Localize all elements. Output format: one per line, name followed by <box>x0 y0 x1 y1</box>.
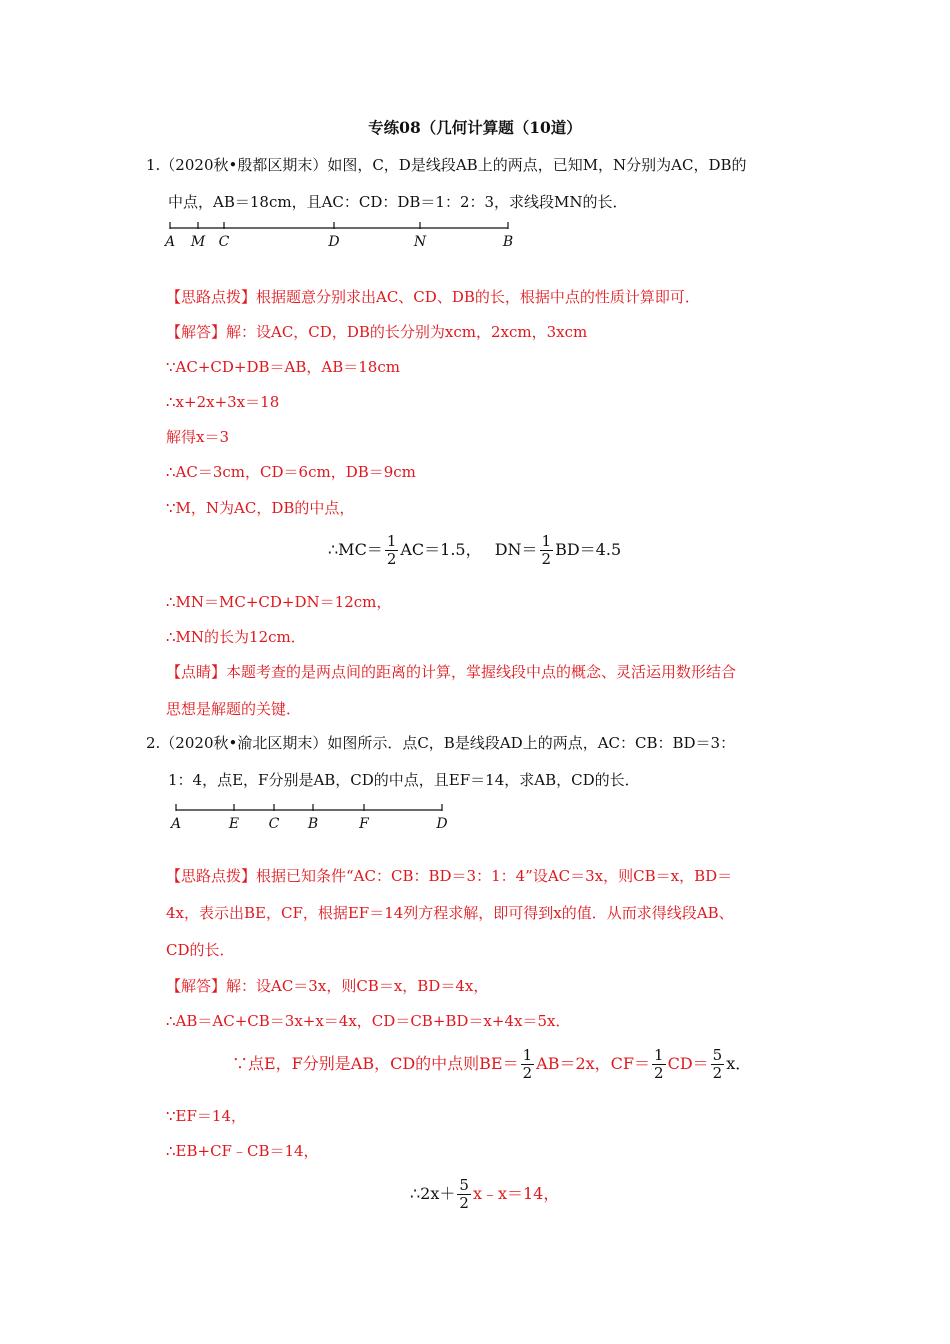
q2-eq1-part-b: AB＝2x，CF＝ <box>536 1054 651 1073</box>
q2-frac4-den: 2 <box>459 1194 469 1212</box>
q1-segment-figure <box>160 218 520 252</box>
q1-eq-part-d: BD＝4.5 <box>555 540 622 559</box>
q1-solution-1: 【解答】解：设AC，CD，DB的长分别为xcm，2xcm，3xcm <box>166 323 588 341</box>
q1-solution-2: ∵AC+CD+DB＝AB，AB＝18cm <box>166 358 400 376</box>
q2-label-f: F <box>359 816 369 832</box>
q2-eq2-part-a: ∴2x＋ <box>410 1184 456 1203</box>
q1-label-d: D <box>328 234 340 250</box>
q1-frac1-num: 1 <box>386 532 397 550</box>
q2-fraction-3 <box>711 1047 725 1082</box>
q1-frac1-den: 2 <box>386 550 397 568</box>
q2-hint-2: 4x，表示出BE，CF，根据EF＝14列方程求解，即可得到x的值．从而求得线段AB、 <box>166 904 734 922</box>
q1-label-b: B <box>502 234 514 250</box>
q2-label-e: E <box>228 816 240 832</box>
q1-hint: 【思路点拨】根据题意分别求出AC、CD、DB的长，根据中点的性质计算即可． <box>166 288 700 306</box>
q1-fraction-1 <box>385 533 399 568</box>
q2-segment-figure <box>164 800 464 834</box>
q2-frac2-den: 2 <box>654 1064 664 1082</box>
q2-solution-3: ∵EF＝14， <box>166 1107 246 1125</box>
q2-eq1-part-d: x． <box>726 1054 752 1073</box>
q1-note-1: 【点睛】本题考查的是两点间的距离的计算，掌握线段中点的概念、灵活运用数形结合 <box>166 663 737 681</box>
q2-frac3-den: 2 <box>712 1064 723 1082</box>
q2-hint-3: CD的长． <box>166 941 235 959</box>
q1-solution-6: ∵M，N为AC，DB的中点， <box>166 499 355 517</box>
q2-label-c: C <box>268 816 280 832</box>
q1-solution-5: ∴AC＝3cm，CD＝6cm，DB＝9cm <box>166 463 416 481</box>
q1-solution-3: ∴x+2x+3x＝18 <box>166 393 280 411</box>
q1-fraction-2 <box>540 533 554 568</box>
q1-frac2-den: 2 <box>541 550 552 568</box>
q2-equation-1 <box>232 1044 751 1084</box>
q2-label-d: D <box>436 816 448 832</box>
q1-stem-line2: 中点，AB＝18cm，且AC：CD：DB＝1：2：3，求线段MN的长． <box>168 193 628 211</box>
q1-equation <box>328 530 621 570</box>
q2-frac2-num: 1 <box>654 1046 664 1064</box>
q2-eq1-part-a: ∵点E，F分别是AB，CD的中点则BE＝ <box>232 1054 519 1073</box>
q2-equation-2 <box>410 1174 559 1214</box>
q1-solution-7: ∴MN＝MC+CD+DN＝12cm， <box>166 593 392 611</box>
q2-stem-line2: 1：4，点E，F分别是AB，CD的中点，且EF＝14，求AB，CD的长． <box>168 771 640 789</box>
q2-solution-2: ∴AB＝AC+CB＝3x+x＝4x，CD＝CB+BD＝x+4x＝5x． <box>166 1012 571 1030</box>
q1-label-n: N <box>413 234 427 250</box>
q2-fraction-4 <box>457 1177 471 1212</box>
q2-solution-1: 【解答】解：设AC＝3x，则CB＝x，BD＝4x， <box>166 977 489 995</box>
q2-fraction-2 <box>652 1047 666 1082</box>
q1-label-a: A <box>164 234 176 250</box>
q1-stem-line1: 1.（2020秋•殷都区期末）如图，C，D是线段AB上的两点，已知M，N分别为AC，DB的 <box>146 156 747 174</box>
q1-label-m: M <box>190 234 206 250</box>
q2-frac1-num: 1 <box>522 1046 533 1064</box>
q2-frac3-num: 5 <box>712 1046 723 1064</box>
q1-eq-part-a: ∴MC＝ <box>328 540 383 559</box>
q1-eq-part-b: AC＝1.5， <box>400 540 482 559</box>
q2-hint-1: 【思路点拨】根据已知条件“AC：CB：BD＝3：1：4”设AC＝3x，则CB＝x，BD＝ <box>166 867 733 885</box>
q2-label-a: A <box>170 816 182 832</box>
q1-eq-part-c: DN＝ <box>494 540 538 559</box>
q2-solution-4: ∴EB+CF﹣CB＝14， <box>166 1142 319 1160</box>
q2-label-b: B <box>307 816 319 832</box>
q2-frac4-num: 5 <box>459 1176 469 1194</box>
q2-eq1-part-c: CD＝ <box>667 1054 709 1073</box>
q1-solution-4: 解得x＝3 <box>166 428 230 446</box>
q2-stem-line1: 2.（2020秋•渝北区期末）如图所示．点C，B是线段AD上的两点，AC：CB：BD＝3： <box>146 734 736 752</box>
q1-frac2-num: 1 <box>541 532 552 550</box>
q2-eq2-part-b: x﹣x＝14， <box>472 1184 560 1203</box>
q1-solution-8: ∴MN的长为12cm． <box>166 628 306 646</box>
q1-note-2: 思想是解题的关键． <box>166 700 302 718</box>
q2-frac1-den: 2 <box>522 1064 533 1082</box>
q1-label-c: C <box>218 234 230 250</box>
page-title: 专练08（几何计算题（10道） <box>368 118 582 137</box>
q2-fraction-1 <box>521 1047 535 1082</box>
